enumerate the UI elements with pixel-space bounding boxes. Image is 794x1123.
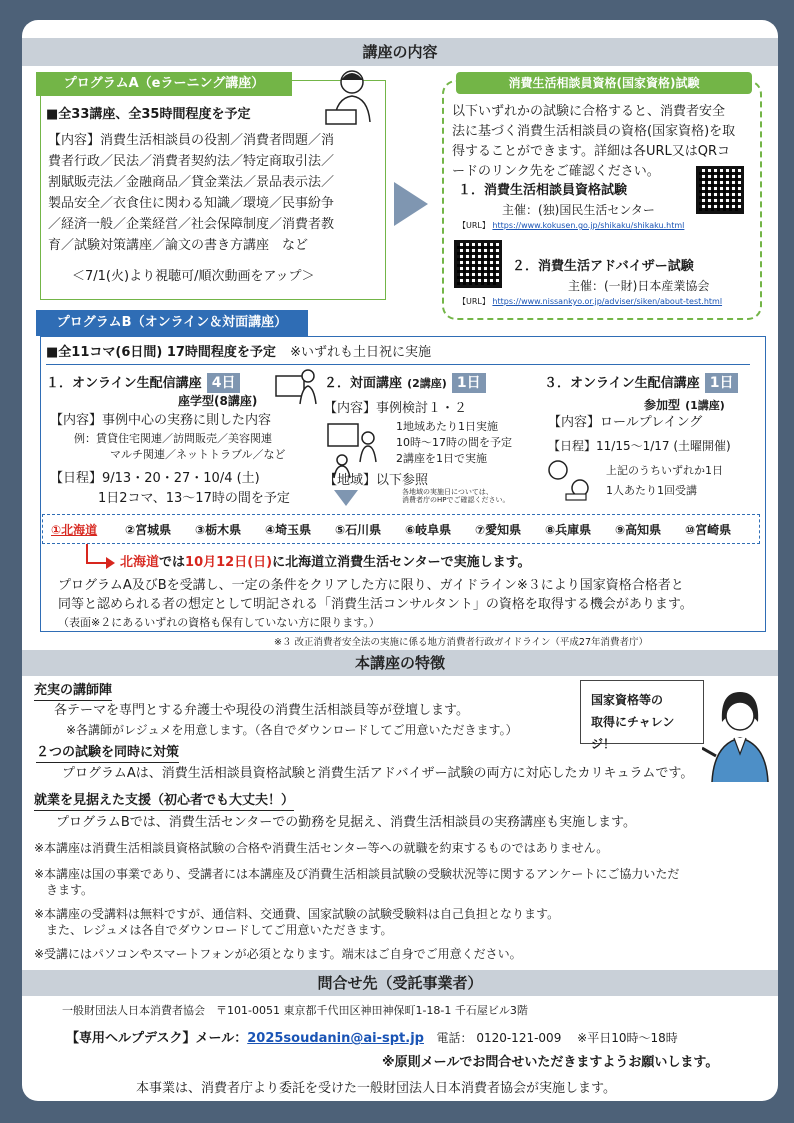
prefecture-item: ⑨高知県 [615, 523, 662, 537]
exam2-host: 主催：(一財)日本産業協会 [568, 279, 710, 293]
exam-intro-line: 以下いずれかの試験に合格すると、消費者安全 [452, 104, 726, 119]
classroom-icon [326, 420, 382, 480]
course1-days-badge: 4日 [207, 373, 241, 393]
woman-pointing-icon [702, 682, 774, 782]
guideline-line: プログラムA及びBを受講し、一定の条件をクリアした方に限り、ガイドライン※３により国家資格合格者と [58, 578, 684, 593]
course2-area-note-line: 各地域の実施日については、 [402, 488, 493, 496]
program-a-note: ＜7/1(火)より視聴可/順次動画をアップ＞ [72, 269, 315, 284]
course1-content: 【内容】事例中心の実務に則した内容 [50, 413, 272, 428]
course2-days-badge: 1日 [452, 373, 486, 393]
course2-line-1: 1地域あたり1日実施 [396, 420, 498, 433]
prefecture-list [42, 514, 760, 544]
program-a-content [48, 130, 384, 256]
course3-type-row [644, 394, 725, 413]
note-2-cont: きます。 [46, 883, 94, 897]
course1-examples-1: 例：賃貸住宅関連／訪問販売／美容関連 [74, 432, 272, 445]
arrow-pointer [86, 562, 108, 564]
program-a-content-line: 【内容】消費生活相談員の役割／消費者問題／消 [48, 133, 335, 148]
feature1-text: 各テーマを専門とする弁護士や現役の消費生活相談員等が登壇します。 [54, 703, 469, 718]
program-a-content-line: 育／試験対策講座／論文の書き方講座 など [48, 238, 309, 253]
prefecture-item: ③栃木県 [195, 523, 242, 537]
guideline-line: （表面※２にあるいずれの資格も保有していない方に限ります。） [58, 616, 380, 629]
course2-area-note [402, 488, 510, 505]
helpdesk-label: 【専用ヘルプデスク】メール： [66, 1031, 248, 1046]
prefecture-item: ②宮城県 [125, 523, 172, 537]
program-a-tag: プログラムA（eラーニング講座） [36, 72, 292, 96]
qr-code-icon[interactable] [696, 166, 744, 214]
footer-text: 本事業は、消費者庁より委託を受けた一般財団法人日本消費者協会が実施します。 [136, 1081, 616, 1096]
program-b-summary: ■全11コマ(6日間) 17時間程度を予定 [46, 345, 276, 360]
prefecture-item: ⑤石川県 [335, 523, 382, 537]
course2-area: 【地域】以下参照 [324, 473, 429, 488]
person-laptop-icon [312, 64, 392, 126]
feature3-title: 就業を見据えた支援（初心者でも大丈夫！） [34, 792, 294, 811]
program-a-content-line: 割賦販売法／金融商品／貸金業法／景品表示法／ [48, 175, 335, 190]
program-a-content-line: 製品安全／衣食住に関わる知識／環境／民事紛争 [48, 196, 335, 211]
course3-title-row [544, 372, 738, 393]
prefecture-item: ⑦愛知県 [475, 523, 522, 537]
note-1: ※本講座は消費生活相談員資格試験の合格や消費生活センター等への就職を約束するものではありません。 [34, 841, 609, 855]
guideline-text [58, 576, 768, 631]
section-header-features: 本講座の特徴 [22, 650, 778, 676]
note-2: ※本講座は国の事業であり、受講者には本講座及び消費生活相談員試験の受験状況等に関するアンケートにご協力いただ [34, 867, 680, 881]
arrow-pointer [86, 544, 88, 564]
contact-phone: 電話： 0120-121-009 ※平日10時～18時 [436, 1031, 678, 1045]
program-a-content-line: ／経済一般／企業経営／社会保障制度／消費者教 [48, 217, 335, 232]
course2-line-3: 2講座を1日で実施 [396, 452, 487, 465]
exam2-title: ２．消費生活アドバイザー試験 [512, 259, 694, 274]
course2-content: 【内容】事例検討１・２ [324, 401, 468, 416]
course1-date: 【日程】9/13・20・27・10/4 (土) [50, 471, 260, 486]
exam1-url-row [458, 220, 684, 231]
hokkaido-note-region: 北海道 [120, 555, 160, 570]
course2-line-2: 10時～17時の間を予定 [396, 436, 512, 449]
course3-count: (1講座) [685, 399, 725, 412]
prefecture-item: ⑥岐阜県 [405, 523, 452, 537]
course3-line-1: 上記のうちいずれか1日 [606, 464, 723, 477]
prefecture-item: ⑧兵庫県 [545, 523, 592, 537]
program-b-summary-row [46, 344, 431, 362]
speech-bubble [580, 680, 704, 751]
divider [46, 364, 750, 365]
feature1-note: ※各講師がレジュメを用意します。（各自でダウンロードしてご用意いただきます。） [66, 723, 518, 737]
course2-title-row [324, 372, 486, 393]
prefecture-item: ⑩宮崎県 [685, 523, 732, 537]
feature3-text: プログラムBでは、消費生活センターでの勤務を見据え、消費生活相談員の実務講座も実施します。 [56, 815, 637, 830]
exam1-url-link[interactable]: https://www.kokusen.go.jp/shikaku/shikaku.html [492, 221, 685, 230]
course3-type: 参加型 [644, 398, 681, 412]
course1-title: １．オンライン生配信講座 [46, 376, 202, 391]
prefecture-item: ①北海道 [51, 523, 98, 537]
course2-area-note-line: 消費者庁のHPでご確認ください。 [402, 496, 510, 505]
program-b-summary-note: ※いずれも土日祝に実施 [290, 345, 431, 360]
email-link[interactable]: 2025soudanin@ai-spt.jp [247, 1031, 424, 1046]
exam1-host: 主催：(独)国民生活センター [502, 203, 655, 217]
program-b-tag: プログラムB（オンライン＆対面講座） [36, 310, 308, 336]
hokkaido-note-text: では [159, 555, 186, 570]
hokkaido-note-date: 10月12日(日) [185, 555, 273, 570]
course3-line-2: 1人あたり1回受講 [606, 484, 697, 497]
course1-time: 1日2コマ、13～17時の間を予定 [98, 491, 290, 506]
course1-examples-2: マルチ関連／ネットトラブル／など [110, 448, 286, 461]
contact-helpdesk-row [66, 1030, 678, 1048]
footnote-3: ※３ 改正消費者安全法の実施に係る地方消費者行政ガイドライン（平成27年消費者庁） [274, 637, 648, 648]
mail-request: ※原則メールでお問合せいただきますようお願いします。 [382, 1055, 719, 1070]
course1-title-row [46, 372, 240, 393]
exam-tag: 消費生活相談員資格(国家資格)試験 [456, 72, 752, 94]
online-lecture-icon [274, 366, 320, 406]
exam2-url-label: 【URL】 [458, 297, 490, 306]
course1-type: 座学型(8講座) [178, 394, 258, 408]
course3-content: 【内容】ロールプレイング [548, 415, 703, 430]
arrow-down-icon [334, 490, 358, 506]
flyer-sheet [22, 20, 778, 1101]
hokkaido-note-text: に北海道立消費生活センターで実施します。 [272, 555, 531, 570]
note-4: ※受講にはパソコンやスマートフォンが必須となります。端末はご自身でご用意ください。 [34, 947, 522, 961]
exam-intro-line: 得することができます。詳細は各URL又はQRコ [452, 144, 731, 159]
course3-date: 【日程】11/15～1/17 (土曜開催) [548, 439, 731, 453]
feature2-text: プログラムAは、消費生活相談員資格試験と消費生活アドバイザー試験の両方に対応したカリキュラムです。 [62, 766, 694, 781]
program-a-summary: ■全33講座、全35時間程度を予定 [46, 107, 251, 122]
hokkaido-note [120, 554, 531, 572]
feature1-title: 充実の講師陣 [34, 682, 112, 701]
course3-days-badge: 1日 [705, 373, 739, 393]
roleplay-icon [546, 458, 592, 502]
contact-org: 一般財団法人日本消費者協会 〒101-0051 東京都千代田区神田神保町1-18-1 千石屋ビル3階 [62, 1004, 528, 1017]
exam1-url-label: 【URL】 [458, 221, 490, 230]
guideline-line: 同等と認められる者の想定として明記される「消費生活コンサルタント」の資格を取得する機会があります。 [58, 597, 693, 612]
speech-bubble-line: 国家資格等の [591, 693, 664, 707]
section-header-course: 講座の内容 [22, 38, 778, 66]
qr-code-icon[interactable] [454, 240, 502, 288]
arrow-right-icon [394, 182, 428, 226]
note-3: ※本講座の受講料は無料ですが、通信料、交通費、国家試験の試験受験料は自己負担となります。 [34, 907, 560, 921]
exam2-url-row [458, 296, 722, 307]
exam-intro-line: ードのリンク先をご確認ください。 [452, 164, 660, 179]
course3-title: ３．オンライン生配信講座 [544, 376, 700, 391]
course2-count: (2講座) [407, 377, 447, 390]
exam-intro-line: 法に基づく消費生活相談員の資格(国家資格)を取 [452, 124, 736, 139]
section-header-contact: 問合せ先（受託事業者） [22, 970, 778, 996]
speech-bubble-line: 取得にチャレンジ！ [591, 715, 675, 751]
prefecture-item: ④埼玉県 [265, 523, 312, 537]
feature2-title: ２つの試験を同時に対策 [36, 744, 179, 763]
program-a-content-line: 費者行政／民法／消費者契約法／特定商取引法／ [48, 154, 335, 169]
note-3-cont: また、レジュメは各自でダウンロードしてご用意いただきます。 [46, 923, 393, 937]
exam1-title: １．消費生活相談員資格試験 [458, 183, 628, 198]
course2-title: ２．対面講座 [324, 376, 403, 391]
arrow-right-icon [106, 557, 115, 569]
exam2-url-link[interactable]: https://www.nissankyo.or.jp/adviser/siken/about-test.html [492, 297, 723, 306]
